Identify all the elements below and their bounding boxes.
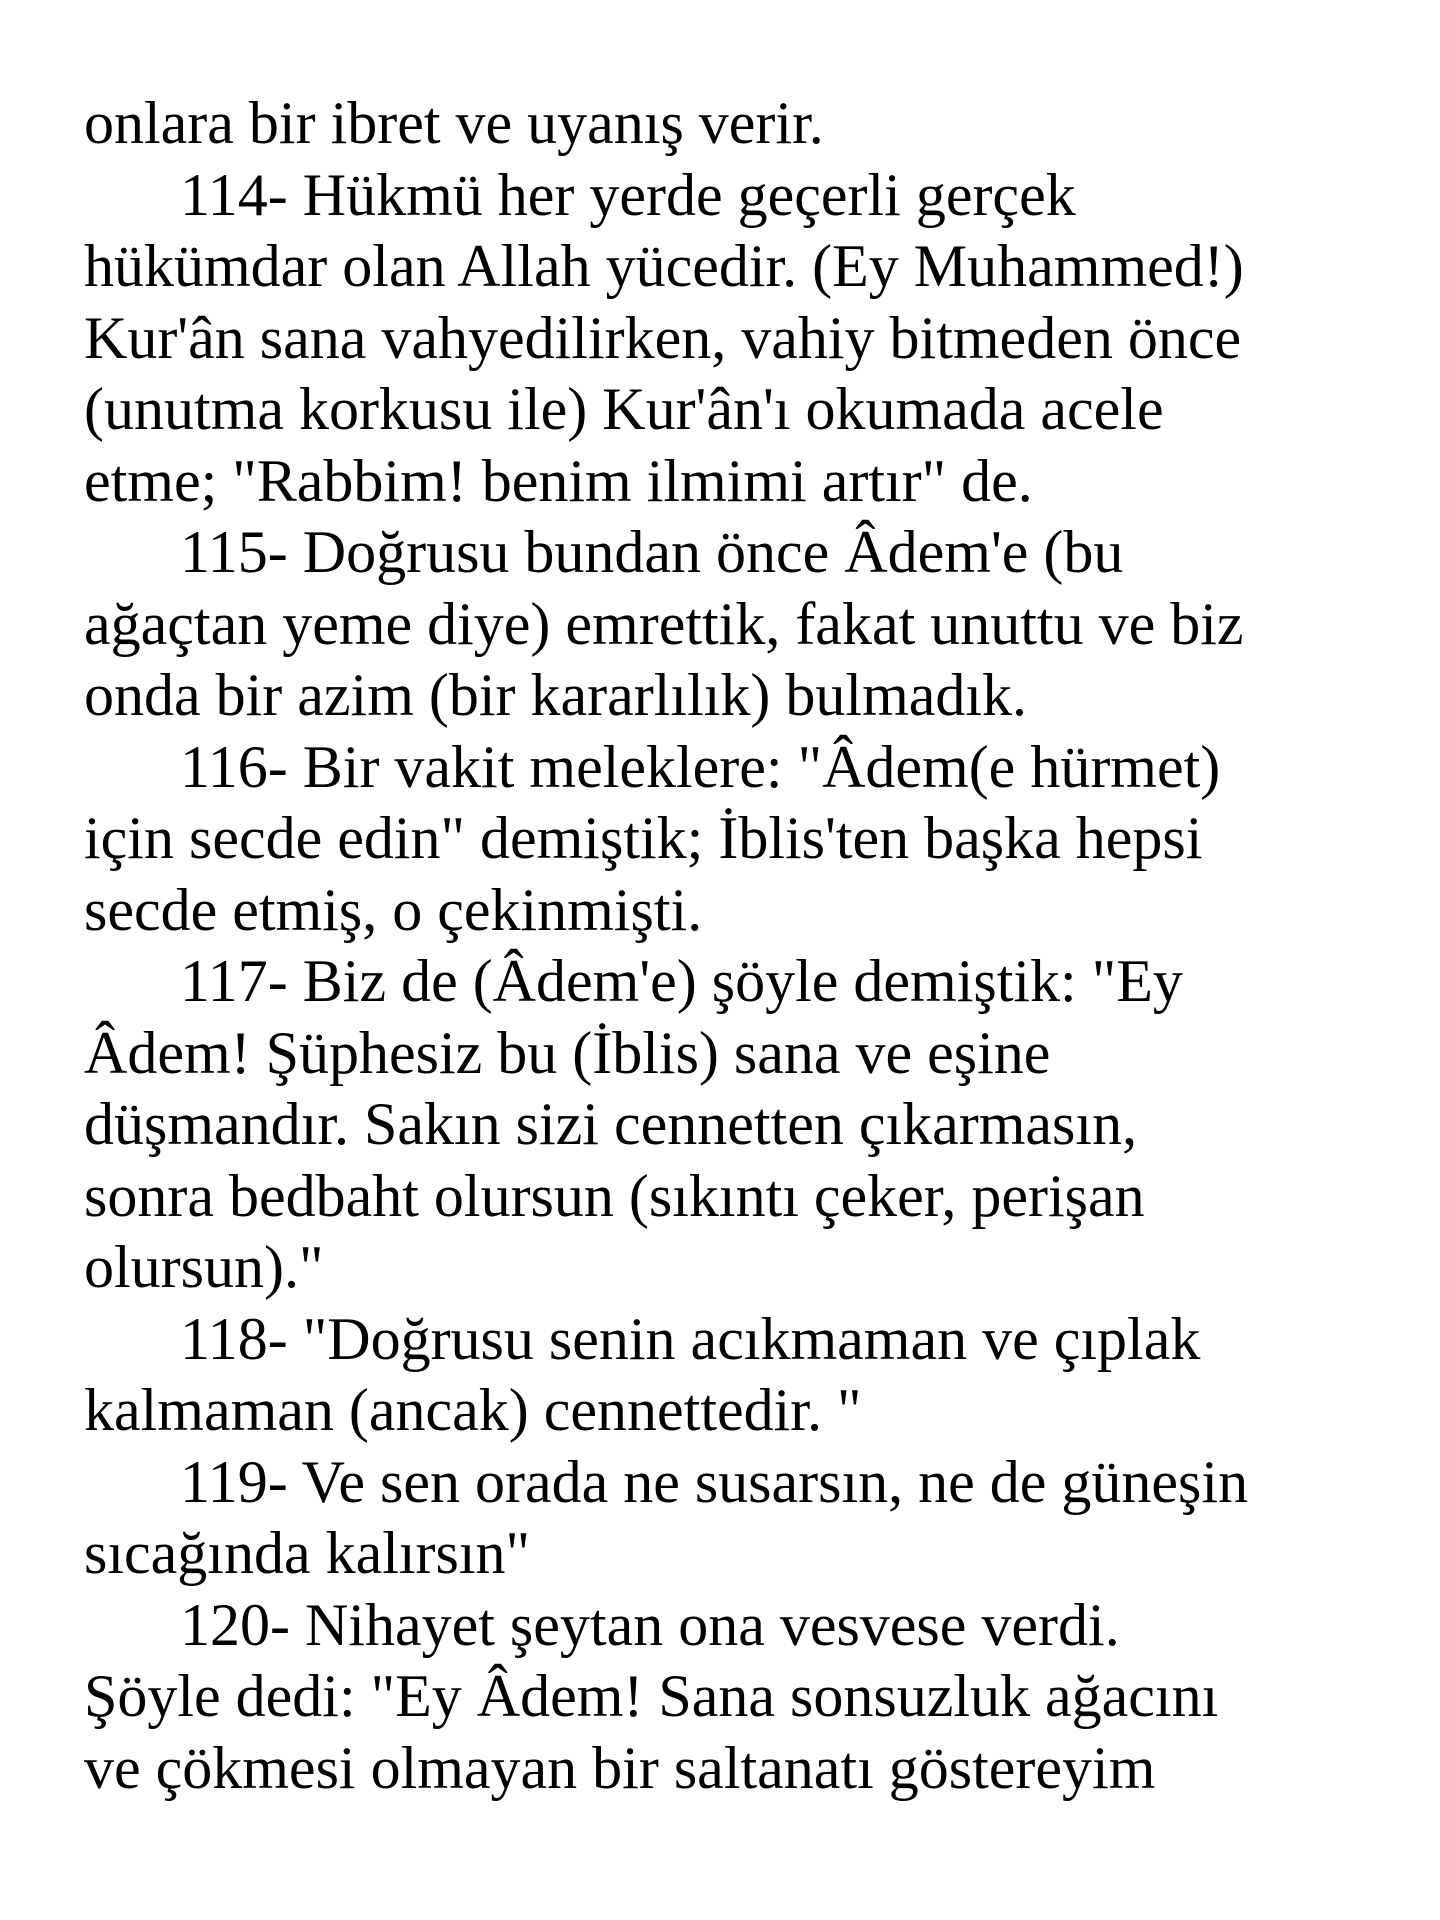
text-line: 117- Biz de (Âdem'e) şöyle demiştik: "Ey [180,948,1183,1014]
text-line: 114- Hükmü her yerde geçerli gerçek [180,161,1076,228]
text-line: sıcağında kalırsın" [84,1520,531,1586]
text-line: olursun)." [84,1234,324,1300]
text-line: Kur'ân sana vahyedilirken, vahiy bitmeden önce [84,304,1242,371]
text-line: (unutma korkusu ile) Kur'ân'ı okumada acele [84,376,1164,442]
text-line: etme; "Rabbim! benim ilmimi artır" de. [84,447,1033,514]
text-line: kalmaman (ancak) cennettedir. " [84,1377,862,1443]
text-line: 119- Ve sen orada ne susarsın, ne de güneşin [180,1448,1249,1515]
text-line: onda bir azim (bir kararlılık) bulmadık. [84,662,1028,728]
text-line: secde etmiş, o çekinmişti. [84,876,703,943]
text-line: ve çökmesi olmayan bir saltanatı göstereyim [84,1734,1156,1801]
text-line: 115- Doğrusu bundan önce Âdem'e (bu [180,519,1124,585]
text-line: 120- Nihayet şeytan ona vesvese verdi. [180,1591,1120,1658]
text-line: sonra bedbaht olursun (sıkıntı çeker, perişan [84,1162,1145,1229]
text-line: düşmandır. Sakın sizi cennetten çıkarmasın, [84,1091,1138,1157]
document-body [84,88,1384,1804]
text-line: için secde edin" demiştik; İblis'ten başka hepsi [84,805,1203,871]
text-line: onlara bir ibret ve uyanış verir. [84,90,824,156]
text-line: Âdem! Şüphesiz bu (İblis) sana ve eşine [84,1019,1051,1086]
text-line: 116- Bir vakit meleklere: "Âdem(e hürmet) [180,733,1221,800]
text-line: ağaçtan yeme diye) emrettik, fakat unuttu ve biz [84,590,1244,657]
text-line: Şöyle dedi: "Ey Âdem! Sana sonsuzluk ağacını [84,1663,1219,1729]
text-line: 118- "Doğrusu senin acıkmaman ve çıplak [180,1305,1201,1372]
text-line: hükümdar olan Allah yücedir. (Ey Muhammed!) [84,233,1244,299]
